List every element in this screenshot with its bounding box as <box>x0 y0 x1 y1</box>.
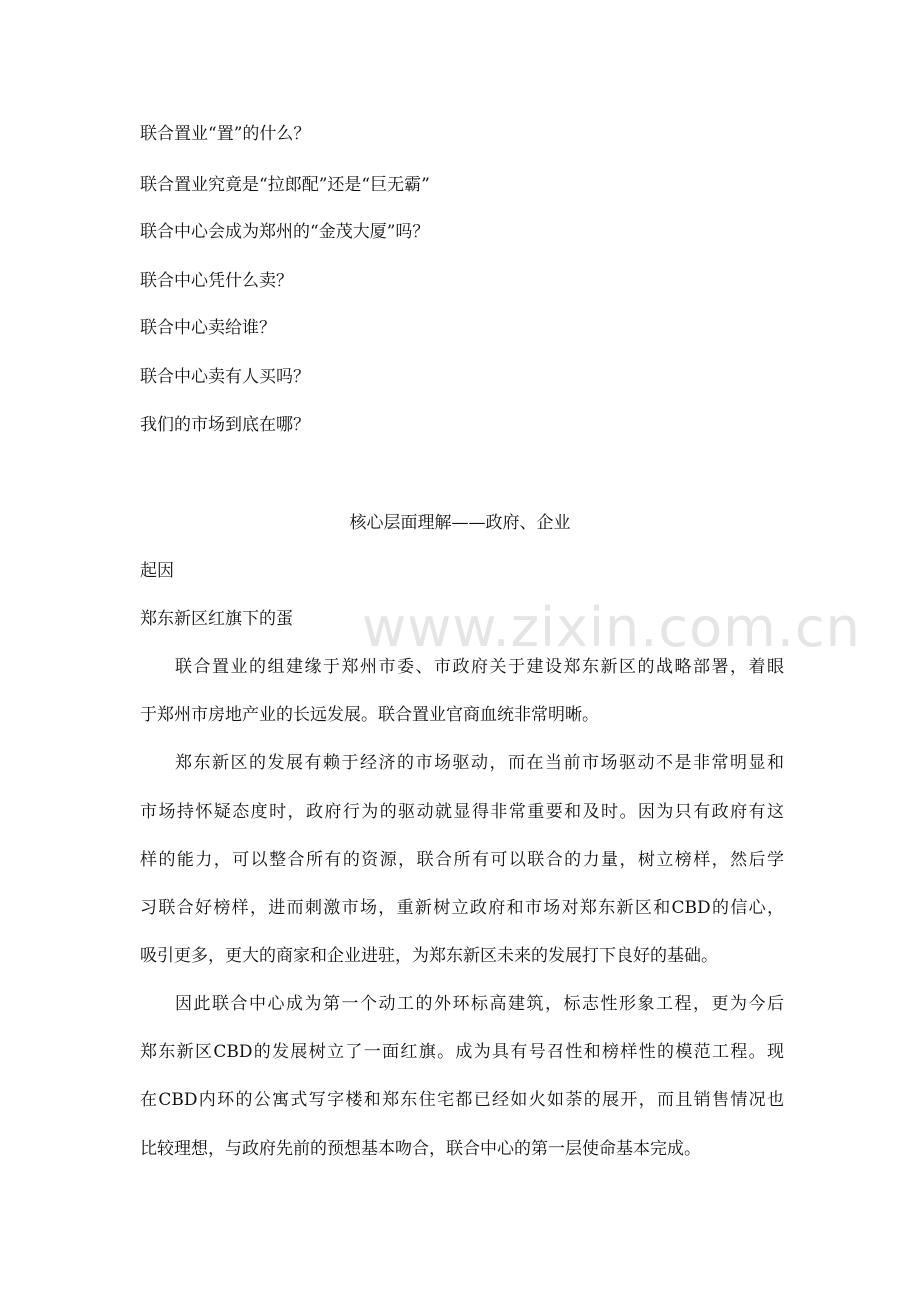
paragraph-1-line-1: 联合置业的组建缘于郑州市委、市政府关于建设郑东新区的战略部署，着眼 <box>175 657 784 677</box>
question-3: 联合中心会成为郑州的“金茂大厦”吗？ <box>140 222 430 242</box>
paragraph-1-line-2: 于郑州市房地产业的长远发展。联合置业官商血统非常明晰。 <box>140 705 599 725</box>
paragraph-3-line-2: 郑东新区CBD的发展树立了一面红旗。成为具有号召性和榜样性的模范工程。现 <box>140 1042 784 1062</box>
section-heading: 核心层面理解——政府、企业 <box>349 513 571 533</box>
paragraph-2-line-1: 郑东新区的发展有赖于经济的市场驱动，而在当前市场驱动不是非常明显和 <box>175 753 784 773</box>
cause-label: 起因 <box>140 561 174 581</box>
paragraph-2-line-5: 吸引更多，更大的商家和企业进驻，为郑东新区未来的发展打下良好的基础。 <box>140 946 718 966</box>
question-6: 联合中心卖有人买吗？ <box>140 367 310 387</box>
watermark: www.zixin.com.cn <box>362 596 861 659</box>
question-5: 联合中心卖给谁？ <box>140 318 276 338</box>
paragraph-3-line-3: 在CBD内环的公寓式写字楼和郑东住宅都已经如火如荼的展开，而且销售情况也 <box>140 1090 784 1110</box>
paragraph-2-line-2: 市场持怀疑态度时，政府行为的驱动就显得非常重要和及时。因为只有政府有这 <box>140 802 784 822</box>
question-1: 联合置业“置”的什么？ <box>140 124 311 144</box>
question-4: 联合中心凭什么卖？ <box>140 271 293 291</box>
paragraph-2-line-4: 习联合好榜样，进而刺激市场，重新树立政府和市场对郑东新区和CBD的信心， <box>140 898 784 918</box>
paragraph-3-line-1: 因此联合中心成为第一个动工的外环标高建筑，标志性形象工程，更为今后 <box>175 994 784 1014</box>
paragraph-3-line-4: 比较理想，与政府先前的预想基本吻合，联合中心的第一层使命基本完成。 <box>140 1139 701 1159</box>
question-7: 我们的市场到底在哪？ <box>140 415 310 435</box>
subheading: 郑东新区红旗下的蛋 <box>140 609 293 629</box>
question-2: 联合置业究竟是“拉郎配”还是“巨无霸” <box>140 175 430 195</box>
paragraph-2-line-3: 样的能力，可以整合所有的资源，联合所有可以联合的力量，树立榜样，然后学 <box>140 850 784 870</box>
